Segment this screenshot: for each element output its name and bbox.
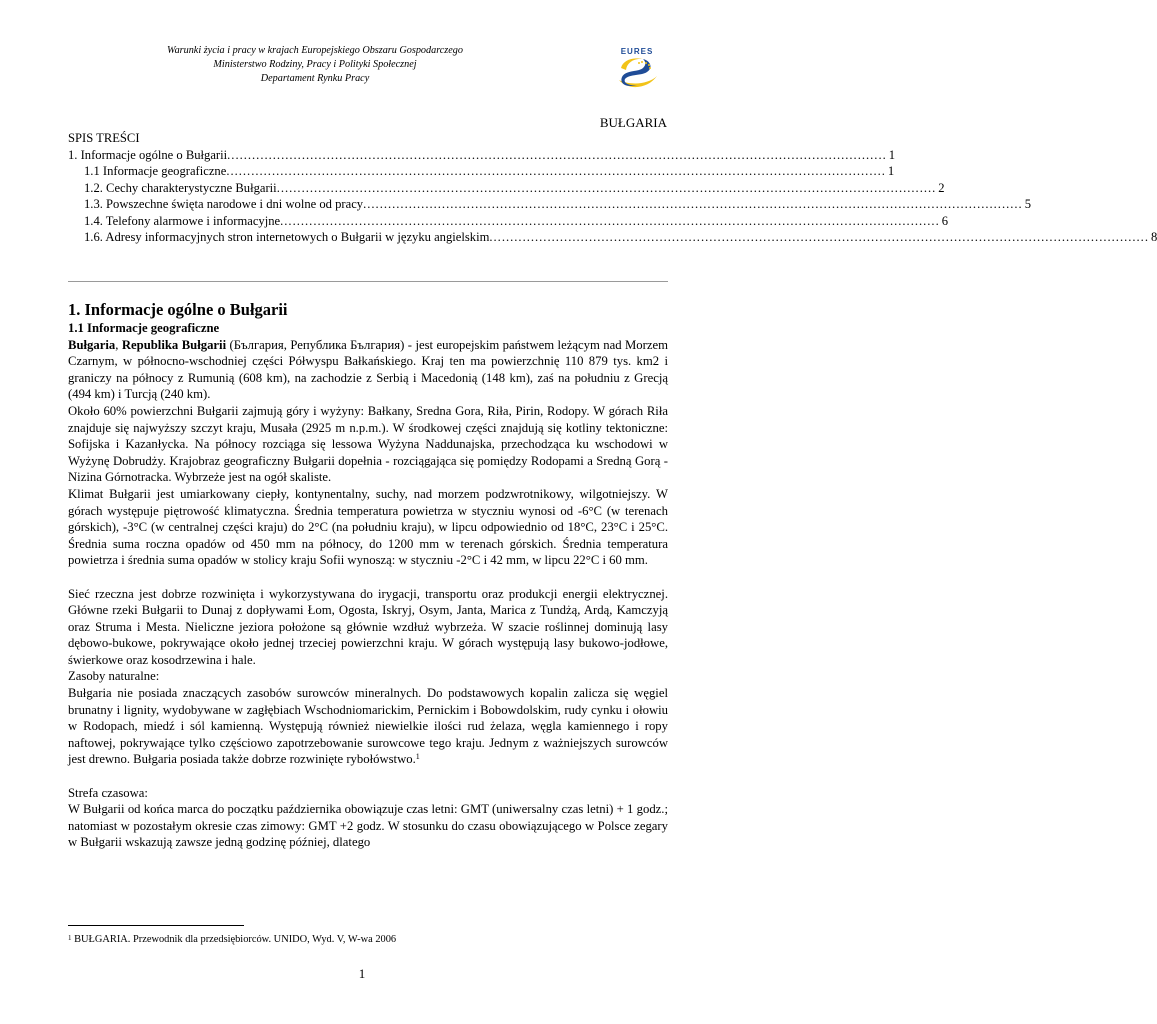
footnote	[68, 933, 396, 946]
toc-leader-dots: ...............................................................................................................................................................	[363, 197, 1023, 211]
toc-leader-dots: ...............................................................................................................................................................	[226, 164, 886, 178]
intro-bold-name: Bułgaria	[68, 337, 116, 352]
intro-bold-official-name: Republika Bułgarii	[121, 337, 227, 352]
page-number: 1	[358, 966, 366, 981]
toc-entry-page: 8	[1150, 230, 1157, 244]
footnote-marker: 1	[68, 934, 72, 942]
toc-entry[interactable]	[68, 229, 1157, 246]
footnote-text: BUŁGARIA. Przewodnik dla przedsiębiorców. UNIDO, Wyd. V, W-wa 2006	[71, 934, 397, 945]
toc-entry-page: 5	[1024, 197, 1031, 211]
toc-leader-dots: ...............................................................................................................................................................	[489, 230, 1149, 244]
section-heading: 1. Informacje ogólne o Bułgarii	[68, 300, 288, 319]
intro-paragraph	[68, 337, 668, 403]
eures-logo-text: EURES	[620, 47, 654, 56]
toc-entry[interactable]	[68, 147, 896, 164]
paragraph-climate: Klimat Bułgarii jest umiarkowany ciepły, kontynentalny, suchy, nad morzem podzwrotnikowy, wilgotniejszy. W górach występuje piętrowość klimatyczna. Średnia temperatura powietrza w styczniu wynosi od -6°C (w terenach górskich), -3°C (w centralnej części kraju) do 2°C (na południu kraju), w lipcu odpowiednio od 18°C, 23°C i 25°C. Średnia suma roczna opadów od 450 mm na północy, do 1200 mm w terenach górskich. Średnia temperatura powietrza i średnia suma opadów w stolicy kraju Sofii wynoszą: w styczniu -2°C i 42 mm, w lipcu 22°C i 60 mm.	[68, 486, 668, 568]
header-line-1: Warunki życia i pracy w krajach Europejskiego Obszaru Gospodarczego	[167, 45, 463, 56]
paragraph-spacer	[68, 569, 668, 586]
table-of-contents	[68, 130, 1157, 246]
toc-entry-page: 2	[938, 180, 945, 195]
eures-logo-yellow-arc	[621, 58, 643, 70]
toc-entry[interactable]	[68, 213, 949, 230]
document-header	[150, 44, 480, 86]
toc-entry[interactable]	[68, 196, 1031, 213]
toc-entry-page: 1	[888, 147, 896, 162]
header-line-2: Ministerstwo Rodziny, Pracy i Polityki Społecznej	[213, 59, 417, 70]
toc-leader-dots: ...............................................................................................................................................................	[276, 180, 937, 195]
intro-text: (България, Република България) - jest europejskim państwem leżącym nad Morzem Czarnym, w północno-wschodniej części Półwyspu Bałkańskiego. Kraj ten ma powierzchnię 110 879 tys. km2 i graniczy na północy z Rumunią (608 km), na zachodzie z Serbią i Macedonią (148 km), zaś na południu z Grecją (494 km) i Turcją (240 km).	[68, 337, 668, 402]
intro-separator: ,	[115, 337, 122, 352]
resources-text: Bułgaria nie posiada znaczących zasobów surowców mineralnych. Do podstawowych kopalin zalicza się węgiel brunatny i lignity, wydobywane w zagłębiach Wschodniomarickim, Pernickim i Bobowdolskim, rudy cynku i ołowiu w Rodopach, miedź i sól kamienną. Występują również niewielkie ilości rud żelaza, węgla kamiennego i ropy naftowej, pokrywające tylko częściowo zapotrzebowanie surowcowe tego kraju. Jednym z ważniejszych surowców jest drewno. Bułgaria posiada także dobrze rozwinięte rybołówstwo.	[68, 686, 668, 767]
paragraph-timezone: W Bułgarii od końca marca do początku października obowiązuje czas letni: GMT (uniwersalny czas letni) + 1 godz.; natomiast w pozostałym okresie czas zimowy: GMT +2 godz. W stosunku do czasu obowiązującego w Polsce zegary w Bułgarii wskazują zawsze jedną godzinę później, dlatego	[68, 802, 668, 850]
timezone-label: Strefa czasowa:	[68, 785, 148, 800]
paragraph-terrain: Około 60% powierzchni Bułgarii zajmują góry i wyżyny: Bałkany, Sredna Gora, Riła, Pirin, Rodopy. W górach Riła znajduje się najwyższy szczyt kraju, Musała (2925 m n.p.m.). W środkowej części znajdują się kotliny tektoniczne: Sofijska i Kazanłycka. Na północy rozciąga się lessowa Wyżyna Naddunajska, przechodząca ku wschodowi w Wyżynę Dobrudży. Krajobraz geograficzny Bułgarii dopełnia - rozciągająca się pomiędzy Rodopami a Sredną Gorą - Nizina Górnotracka. Wybrzeże jest na ogół skaliste.	[68, 403, 668, 485]
country-label: BUŁGARIA	[599, 115, 667, 130]
header-line-3: Departament Rynku Pracy	[260, 73, 370, 84]
toc-leader-dots: ...............................................................................................................................................................	[280, 213, 940, 228]
toc-entry-page: 1	[887, 164, 895, 178]
toc-divider	[68, 281, 668, 282]
toc-entry-label: 1.3. Powszechne święta narodowe i dni wolne od pracy	[84, 197, 364, 211]
paragraph-rivers: Sieć rzeczna jest dobrze rozwinięta i wykorzystywana do irygacji, transportu oraz produkcji energii elektrycznej. Główne rzeki Bułgarii to Dunaj z dopływami Łom, Ogosta, Iskryj, Osym, Janta, Marica z Tundżą, Ardą, Kamczyją oraz Struma i Mesta. Nieliczne jeziora położone są głównie wzdłuż wybrzeża. W szacie roślinnej dominują lasy dębowo-bukowe, pokrywające około jednej trzeciej powierzchni kraju. W górach występują lasy bukowo-jodłowe, świerkowe oraz kosodrzewina i hale.	[68, 586, 668, 667]
toc-entry-label: 1.2. Cechy charakterystyczne Bułgarii	[84, 180, 277, 195]
paragraph-resources	[68, 685, 668, 768]
resources-label: Zasoby naturalne:	[68, 669, 160, 684]
paragraph-spacer	[68, 768, 668, 785]
toc-entry[interactable]	[68, 180, 945, 197]
toc-leader-dots: ...............................................................................................................................................................	[227, 147, 887, 162]
toc-title: SPIS TREŚCI	[68, 131, 140, 145]
toc-entry-label: 1. Informacje ogólne o Bułgarii	[68, 147, 228, 162]
footnote-reference[interactable]: 1	[415, 752, 420, 762]
main-content	[68, 300, 668, 851]
eures-logo	[613, 46, 661, 92]
toc-entry[interactable]	[68, 163, 895, 180]
toc-entry-page: 6	[941, 213, 949, 228]
toc-entry-label: 1.4. Telefony alarmowe i informacyjne	[84, 213, 281, 228]
subsection-heading: 1.1 Informacje geograficzne	[68, 321, 220, 335]
toc-entry-label: 1.6. Adresy informacyjnych stron internetowych o Bułgarii w języku angielskim	[84, 230, 490, 244]
footnote-divider	[68, 925, 244, 926]
toc-entry-label: 1.1 Informacje geograficzne	[84, 164, 227, 178]
